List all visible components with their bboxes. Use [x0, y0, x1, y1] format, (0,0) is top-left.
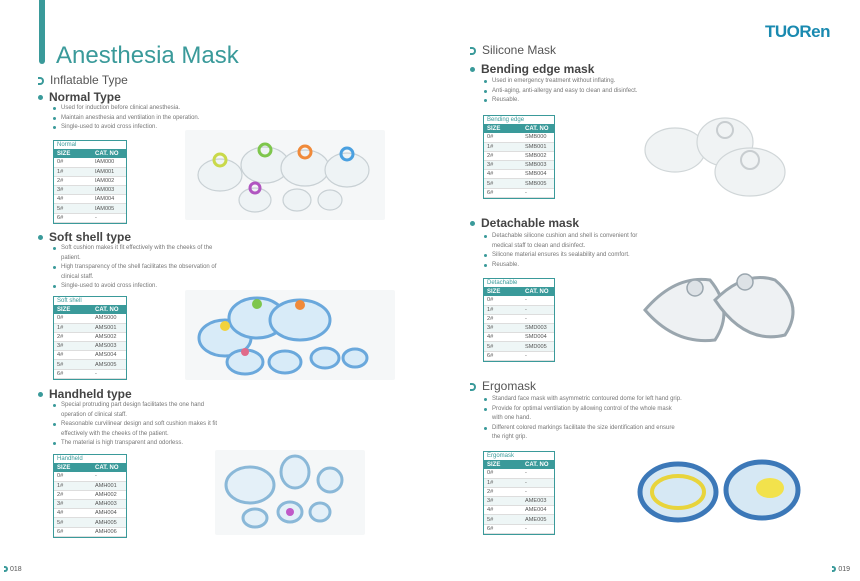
heading-normal [38, 90, 121, 104]
table-row [54, 360, 126, 369]
bullet-item: Maintain anesthesia and ventilation in the operation. [53, 114, 243, 124]
subtitle-inflatable [38, 73, 128, 87]
cat-no-cell: AMS004 [92, 351, 126, 360]
table-row [484, 478, 554, 487]
photo-handheld [215, 450, 365, 535]
heading-handheld [38, 387, 132, 401]
bullets-bending [484, 77, 684, 106]
cat-no-cell: SMB004 [522, 170, 554, 179]
cat-no-cell: - [92, 369, 126, 378]
cat-no-cell: SMD003 [522, 324, 554, 333]
chevron-icon [4, 566, 8, 572]
bullet-item: Reusable. [484, 96, 684, 106]
heading-text: Ergomask [482, 379, 537, 393]
cat-no-cell: SMB003 [522, 161, 554, 170]
size-cell: 2# [54, 490, 92, 499]
table-row [484, 515, 554, 524]
cat-no-cell: AME003 [522, 497, 554, 506]
photo-bending [630, 110, 800, 202]
table-row [54, 323, 126, 332]
cat-no-cell: AMS003 [92, 342, 126, 351]
size-cell: 1# [484, 142, 522, 151]
bullet-item: medical staff to clean and disinfect. [492, 242, 586, 249]
table-row [54, 314, 126, 323]
chevron-icon [832, 566, 836, 572]
cat-no-cell: - [92, 472, 126, 481]
table-caption: Ergomask [484, 452, 554, 461]
cat-no-cell: AMS000 [92, 314, 126, 323]
table-row [54, 490, 126, 499]
bullet-item: clinical staff. [61, 273, 94, 280]
cat-no-cell: AMH001 [92, 481, 126, 490]
cat-no-cell: - [522, 188, 554, 197]
size-cell: 5# [484, 179, 522, 188]
bullet-item: operation of clinical staff. [61, 411, 127, 418]
table-row [54, 158, 126, 167]
chevron-icon [38, 77, 44, 85]
cat-no-cell: IAM001 [92, 167, 126, 176]
bullet-item: with one hand. [492, 415, 532, 422]
heading-bending [470, 62, 594, 76]
cat-no-cell: AME004 [522, 506, 554, 515]
table-row [484, 133, 554, 142]
table-row [484, 188, 554, 197]
table-row [484, 324, 554, 333]
size-cell: 5# [484, 342, 522, 351]
table-row [54, 481, 126, 490]
table-header: SIZE [484, 288, 522, 296]
size-cell: 6# [484, 351, 522, 360]
size-cell: 0# [484, 469, 522, 478]
size-cell: 6# [54, 369, 92, 378]
heading-text: Bending edge mask [481, 62, 595, 76]
size-cell: 2# [484, 487, 522, 496]
table-row [54, 186, 126, 195]
bullet-item: Standard face mask with asymmetric contoured dome for left hand grip. [484, 395, 704, 405]
size-cell: 4# [484, 333, 522, 342]
bullets-handheld [53, 401, 243, 449]
subtitle-silicone [470, 43, 556, 57]
bullet-dot-icon [38, 95, 43, 100]
table-row [54, 195, 126, 204]
table-row [484, 506, 554, 515]
table-caption: Handheld [54, 455, 126, 464]
cat-no-cell: AMS002 [92, 332, 126, 341]
size-cell: 1# [54, 481, 92, 490]
bullet-dot-icon [38, 235, 43, 240]
page-number-right [832, 566, 850, 573]
size-cell: 4# [484, 506, 522, 515]
size-cell: 6# [54, 213, 92, 222]
table-row [54, 351, 126, 360]
size-cell: 4# [54, 195, 92, 204]
table-ergo [483, 451, 555, 535]
size-cell: 2# [484, 314, 522, 323]
size-cell: 2# [484, 151, 522, 160]
chevron-icon [470, 383, 476, 391]
table-header: CAT. NO [92, 150, 126, 158]
table-row [54, 500, 126, 509]
table-header: CAT. NO [92, 306, 126, 314]
accent-bar [39, 0, 45, 64]
cat-no-cell: - [522, 296, 554, 305]
size-cell: 1# [54, 167, 92, 176]
table-row [54, 518, 126, 527]
bullet-item: Silicone material ensures its sealability and comfort. [484, 251, 684, 261]
cat-no-cell: - [522, 314, 554, 323]
cat-no-cell: - [522, 351, 554, 360]
table-row [484, 469, 554, 478]
cat-no-cell: SMD004 [522, 333, 554, 342]
table-detachable [483, 278, 555, 362]
table-header: CAT. NO [92, 464, 126, 472]
table-row [484, 333, 554, 342]
cat-no-cell: - [522, 524, 554, 533]
cat-no-cell: SMB005 [522, 179, 554, 188]
chevron-icon [470, 47, 476, 55]
table-row [484, 142, 554, 151]
size-cell: 0# [484, 133, 522, 142]
table-row [54, 332, 126, 341]
cat-no-cell: AMH003 [92, 500, 126, 509]
size-cell: 6# [54, 527, 92, 536]
brand-logo: TUORen [765, 22, 830, 41]
table-row [484, 487, 554, 496]
bullet-dot-icon [470, 67, 475, 72]
page-title: Anesthesia Mask [56, 42, 239, 69]
bullet-item: Special protruding part design facilitates the one hand [53, 401, 243, 411]
table-caption: Bending edge [484, 116, 554, 125]
bullet-item: Different colored markings facilitate the size identification and ensure [484, 424, 704, 434]
bullets-detachable [484, 232, 684, 270]
cat-no-cell: AMS001 [92, 323, 126, 332]
photo-normal [185, 130, 385, 220]
table-row [484, 151, 554, 160]
table-bending [483, 115, 555, 199]
table-header: CAT. NO [522, 288, 554, 296]
size-cell: 4# [54, 351, 92, 360]
table-row [54, 176, 126, 185]
subtitle-text: Silicone Mask [482, 43, 557, 57]
table-normal [53, 140, 127, 224]
cat-no-cell: - [522, 478, 554, 487]
size-cell: 2# [54, 332, 92, 341]
cat-no-cell: AME005 [522, 515, 554, 524]
heading-text: Handheld type [49, 387, 132, 401]
page-number-text: 018 [10, 566, 22, 573]
bullet-item: Detachable silicone cushion and shell is convenient for [484, 232, 684, 242]
size-cell: 5# [54, 518, 92, 527]
cat-no-cell: - [522, 305, 554, 314]
size-cell: 3# [54, 500, 92, 509]
table-row [54, 204, 126, 213]
size-cell: 4# [484, 170, 522, 179]
size-cell: 2# [54, 176, 92, 185]
size-cell: 1# [484, 478, 522, 487]
cat-no-cell: SMD005 [522, 342, 554, 351]
cat-no-cell: SMB002 [522, 151, 554, 160]
cat-no-cell: - [522, 469, 554, 478]
size-cell: 3# [54, 342, 92, 351]
size-cell: 4# [54, 509, 92, 518]
bullet-item: Used in emergency treatment without inflating. [484, 77, 684, 87]
bullets-ergo [484, 395, 704, 443]
size-cell: 6# [484, 524, 522, 533]
heading-text: Soft shell type [49, 230, 132, 244]
table-row [484, 497, 554, 506]
bullet-item: Used for induction before clinical anesthesia. [53, 104, 243, 114]
cat-no-cell: IAM003 [92, 186, 126, 195]
cat-no-cell: - [522, 487, 554, 496]
size-cell: 0# [54, 158, 92, 167]
table-row [484, 314, 554, 323]
size-cell: 3# [484, 497, 522, 506]
cat-no-cell: AMH004 [92, 509, 126, 518]
subtitle-text: Inflatable Type [50, 73, 128, 87]
size-cell: 3# [54, 186, 92, 195]
bullet-item: The material is high transparent and odorless. [53, 439, 243, 449]
heading-text: Normal Type [49, 90, 121, 104]
size-cell: 0# [484, 296, 522, 305]
size-cell: 1# [54, 323, 92, 332]
size-cell: 0# [54, 314, 92, 323]
table-row [484, 179, 554, 188]
table-row [54, 509, 126, 518]
table-header: SIZE [484, 125, 522, 133]
heading-soft [38, 230, 131, 244]
cat-no-cell: IAM004 [92, 195, 126, 204]
page-number-text: 019 [838, 566, 850, 573]
bullets-normal [53, 104, 243, 133]
cat-no-cell: AMH005 [92, 518, 126, 527]
table-caption: Normal [54, 141, 126, 150]
table-row [54, 342, 126, 351]
table-row [54, 213, 126, 222]
table-row [54, 472, 126, 481]
heading-ergo [470, 379, 536, 393]
table-soft [53, 296, 127, 380]
bullet-item: Soft cushion makes it fit effectively with the cheeks of the [53, 244, 243, 254]
table-header: SIZE [54, 464, 92, 472]
bullet-item: Single-used to avoid cross infection. [53, 123, 243, 133]
photo-ergo [630, 452, 810, 532]
table-row [484, 524, 554, 533]
table-header: CAT. NO [522, 461, 554, 469]
cat-no-cell: AMH006 [92, 527, 126, 536]
table-row [54, 167, 126, 176]
photo-detachable [635, 270, 815, 350]
bullet-item: Provide for optimal ventilation by allowing control of the whole mask [484, 405, 704, 415]
cat-no-cell: IAM005 [92, 204, 126, 213]
size-cell: 3# [484, 161, 522, 170]
bullet-dot-icon [38, 392, 43, 397]
cat-no-cell: AMH002 [92, 490, 126, 499]
size-cell: 5# [54, 360, 92, 369]
size-cell: 6# [484, 188, 522, 197]
table-row [484, 161, 554, 170]
table-handheld [53, 454, 127, 538]
table-row [54, 369, 126, 378]
table-row [484, 170, 554, 179]
cat-no-cell: AMS005 [92, 360, 126, 369]
size-cell: 5# [54, 204, 92, 213]
bullets-soft [53, 244, 243, 292]
table-row [484, 351, 554, 360]
table-caption: Soft shell [54, 297, 126, 306]
table-header: SIZE [484, 461, 522, 469]
size-cell: 5# [484, 515, 522, 524]
size-cell: 1# [484, 305, 522, 314]
table-row [484, 296, 554, 305]
cat-no-cell: - [92, 213, 126, 222]
cat-no-cell: IAM002 [92, 176, 126, 185]
bullet-item: Anti-aging, anti-allergy and easy to clean and disinfect. [484, 87, 684, 97]
bullet-item: patient. [61, 254, 81, 261]
bullet-item: Reasonable curvilinear design and soft cushion makes it fit [53, 420, 243, 430]
table-header: CAT. NO [522, 125, 554, 133]
bullet-item: effectively with the cheeks of the patient. [61, 430, 169, 437]
cat-no-cell: SMB000 [522, 133, 554, 142]
size-cell: 0# [54, 472, 92, 481]
size-cell: 3# [484, 324, 522, 333]
table-header: SIZE [54, 306, 92, 314]
cat-no-cell: IAM000 [92, 158, 126, 167]
table-caption: Detachable [484, 279, 554, 288]
page-number-left [4, 566, 22, 573]
bullet-item: the right grip. [492, 434, 528, 441]
photo-soft [185, 290, 395, 380]
bullet-item: High transparency of the shell facilitates the observation of [53, 263, 243, 273]
table-row [484, 342, 554, 351]
heading-text: Detachable mask [481, 216, 580, 230]
cat-no-cell: SMB001 [522, 142, 554, 151]
table-row [54, 527, 126, 536]
heading-detachable [470, 216, 579, 230]
bullet-item: Single-used to avoid cross infection. [53, 282, 243, 292]
table-header: SIZE [54, 150, 92, 158]
table-row [484, 305, 554, 314]
bullet-item: Reusable. [484, 261, 684, 271]
bullet-dot-icon [470, 221, 475, 226]
